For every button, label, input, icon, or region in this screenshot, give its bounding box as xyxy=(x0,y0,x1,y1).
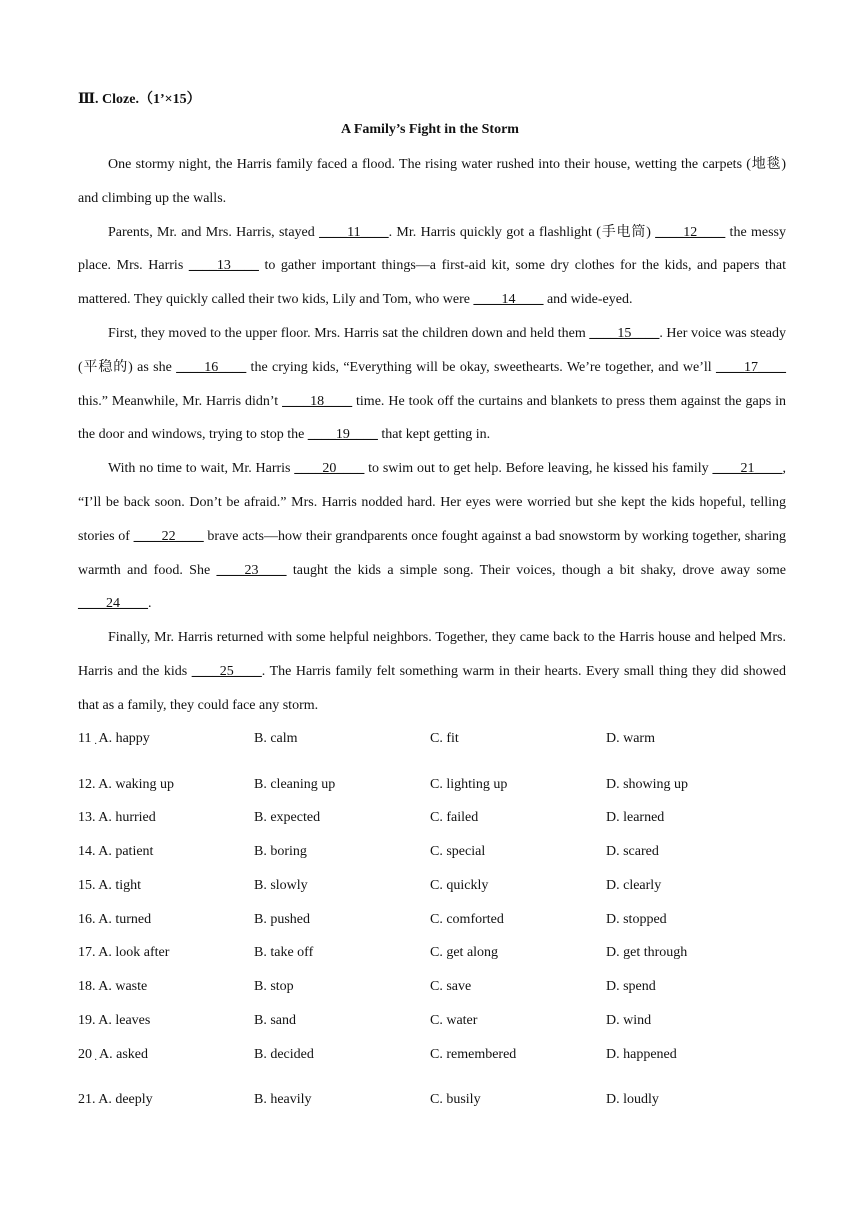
option-d[interactable]: D. loudly xyxy=(606,1092,659,1108)
question-row xyxy=(78,801,786,835)
blank: ____19____ xyxy=(307,427,378,443)
question-row xyxy=(78,722,786,768)
option-b[interactable]: B. cleaning up xyxy=(254,776,336,792)
option-b[interactable]: B. pushed xyxy=(254,911,310,927)
option-a[interactable]: A. look after xyxy=(98,945,170,961)
option-d[interactable]: D. warm xyxy=(606,731,655,746)
passage-text: . Mr. Harris quickly got a flashlight (手电筒) xyxy=(388,224,656,240)
option-b[interactable]: B. expected xyxy=(254,810,321,826)
question-number: 15. xyxy=(78,877,96,893)
question-row xyxy=(78,1004,786,1038)
passage-text: brave acts—how their grandparents once fought against a bad snowstorm by working together, sharing warmth and food. She xyxy=(78,528,786,578)
paragraph xyxy=(78,452,786,621)
passage-text: . The Harris family felt something warm in their hearts. Every small thing they did showed that as a family, they could face any storm. xyxy=(78,663,786,713)
question-number-and-option-a xyxy=(78,1038,148,1072)
question-number-and-option-a xyxy=(78,801,156,835)
passage-text: to swim out to get help. Before leaving, he kissed his family xyxy=(364,461,713,477)
section-heading: Ⅲ. Cloze.（1’×15） xyxy=(78,92,201,107)
option-c[interactable]: C. quickly xyxy=(430,877,489,893)
question-number-and-option-a xyxy=(78,869,141,903)
blank: ____11____ xyxy=(319,224,389,240)
question-number: 18. xyxy=(78,979,96,995)
option-a[interactable]: A. hurried xyxy=(98,810,156,826)
option-d[interactable]: D. clearly xyxy=(606,877,662,893)
number-dot: · xyxy=(94,739,98,750)
passage-text: . Her voice was steady (平稳的) as she xyxy=(78,325,786,375)
blank: ____12____ xyxy=(655,224,726,240)
paragraph xyxy=(78,216,786,317)
blank: ____25____ xyxy=(191,663,262,679)
blank: ____17____ xyxy=(716,359,786,375)
option-b[interactable]: B. calm xyxy=(254,731,298,746)
option-d[interactable]: D. wind xyxy=(606,1013,652,1029)
question-row xyxy=(78,970,786,1004)
question-row xyxy=(78,768,786,802)
blank: ____20____ xyxy=(294,461,365,477)
number-dot: · xyxy=(94,1054,98,1066)
passage-text: that kept getting in. xyxy=(377,427,491,443)
question-row xyxy=(78,835,786,869)
question-number: 12. xyxy=(78,776,96,792)
passage-text: time. He took off the curtains and blankets to press them against the gaps in the door and windows, trying to stop the xyxy=(78,393,786,443)
option-a[interactable]: A. deeply xyxy=(98,1092,153,1108)
paragraph xyxy=(78,621,786,722)
question-row xyxy=(78,869,786,903)
question-number-and-option-a xyxy=(78,722,150,756)
question-number: 13. xyxy=(78,810,96,826)
option-a[interactable]: A. happy xyxy=(98,731,150,746)
option-b[interactable]: B. stop xyxy=(254,979,294,995)
question-number-and-option-a xyxy=(78,903,151,937)
option-b[interactable]: B. heavily xyxy=(254,1092,312,1108)
question-number-and-option-a xyxy=(78,970,147,1004)
option-c[interactable]: C. get along xyxy=(430,945,499,961)
blank: ____14____ xyxy=(473,292,544,308)
question-number: 11 xyxy=(78,731,92,746)
blank: ____13____ xyxy=(188,258,259,274)
question-number: 17. xyxy=(78,945,96,961)
passage-text: and wide-eyed. xyxy=(543,292,633,308)
option-a[interactable]: A. patient xyxy=(98,844,154,860)
option-d[interactable]: D. showing up xyxy=(606,776,689,792)
option-d[interactable]: D. learned xyxy=(606,810,665,826)
passage-text: the messy place. Mrs. Harris xyxy=(78,224,786,274)
option-d[interactable]: D. happened xyxy=(606,1046,677,1062)
question-number-and-option-a xyxy=(78,936,169,970)
option-c[interactable]: C. water xyxy=(430,1013,478,1029)
option-c[interactable]: C. lighting up xyxy=(430,776,508,792)
passage-text: Finally, Mr. Harris returned with some helpful neighbors. Together, they came back to the Harris house and helped Mrs. Harris and the kids xyxy=(78,630,786,679)
option-c[interactable]: C. save xyxy=(430,979,472,995)
blank: ____22____ xyxy=(133,528,204,544)
option-a[interactable]: A. waking up xyxy=(98,776,175,792)
blank: ____16____ xyxy=(176,359,247,375)
option-a[interactable]: A. leaves xyxy=(98,1013,151,1029)
question-number-and-option-a xyxy=(78,1004,150,1038)
option-a[interactable]: A. waste xyxy=(98,979,148,995)
question-number: 14. xyxy=(78,844,96,860)
option-a[interactable]: A. tight xyxy=(98,877,142,893)
option-c[interactable]: C. remembered xyxy=(430,1046,517,1062)
passage-text: First, they moved to the upper floor. Mrs. Harris sat the children down and held them xyxy=(108,325,590,341)
passage-title: A Family’s Fight in the Storm xyxy=(341,122,519,137)
passage-text: , “I’ll be back soon. Don’t be afraid.” Mrs. Harris nodded hard. Her eyes were worried but she kept the kids hopeful, telling stories of xyxy=(78,461,786,544)
question-number: 20 xyxy=(78,1046,92,1062)
option-c[interactable]: C. comforted xyxy=(430,911,504,927)
question-number-and-option-a xyxy=(78,768,174,802)
question-number: 19. xyxy=(78,1013,96,1029)
passage-text: the crying kids, “Everything will be okay, sweethearts. We’re together, and we’ll xyxy=(246,359,716,375)
option-b[interactable]: B. slowly xyxy=(254,877,308,893)
option-d[interactable]: D. stopped xyxy=(606,911,667,927)
option-c[interactable]: C. busily xyxy=(430,1092,481,1108)
passage-text: this.” Meanwhile, Mr. Harris didn’t xyxy=(78,393,283,409)
option-d[interactable]: D. scared xyxy=(606,844,659,860)
option-c[interactable]: C. failed xyxy=(430,810,479,826)
option-b[interactable]: B. sand xyxy=(254,1013,296,1029)
blank: ____24____ xyxy=(78,596,148,612)
answer-options xyxy=(78,722,786,1117)
question-row xyxy=(78,1083,786,1117)
option-d[interactable]: D. get through xyxy=(606,945,688,961)
blank: ____21____ xyxy=(712,461,783,477)
option-a[interactable]: A. turned xyxy=(98,911,152,927)
blank: ____18____ xyxy=(282,393,353,409)
passage-text: . xyxy=(148,596,152,612)
question-number-and-option-a xyxy=(78,1083,153,1117)
blank: ____23____ xyxy=(216,562,287,578)
option-d[interactable]: D. spend xyxy=(606,979,656,995)
question-number: 21. xyxy=(78,1092,96,1108)
question-row xyxy=(78,1038,786,1084)
question-number: 16. xyxy=(78,911,96,927)
passage-text: One stormy night, the Harris family faced a flood. The rising water rushed into their house, wetting the carpets (地毯) and climbing up the walls. xyxy=(78,157,786,206)
paragraph xyxy=(78,317,786,452)
passage-text: taught the kids a simple song. Their voices, though a bit shaky, drove away some xyxy=(286,562,786,578)
option-a[interactable]: A. asked xyxy=(99,1046,148,1062)
paragraph xyxy=(78,148,786,216)
question-row xyxy=(78,903,786,937)
option-b[interactable]: B. boring xyxy=(254,844,307,860)
blank: ____15____ xyxy=(589,325,660,341)
option-c[interactable]: C. special xyxy=(430,844,486,860)
passage-text: With no time to wait, Mr. Harris xyxy=(108,461,295,477)
passage-body xyxy=(78,148,786,723)
option-c[interactable]: C. fit xyxy=(430,731,459,746)
option-b[interactable]: B. take off xyxy=(254,945,314,961)
passage-text: to gather important things—a first-aid kit, some dry clothes for the kids, and papers that mattered. They quickly called their two kids, Lily and Tom, who were xyxy=(78,258,786,308)
passage-text: Parents, Mr. and Mrs. Harris, stayed xyxy=(108,224,320,240)
question-number-and-option-a xyxy=(78,835,153,869)
option-b[interactable]: B. decided xyxy=(254,1046,314,1062)
question-row xyxy=(78,936,786,970)
